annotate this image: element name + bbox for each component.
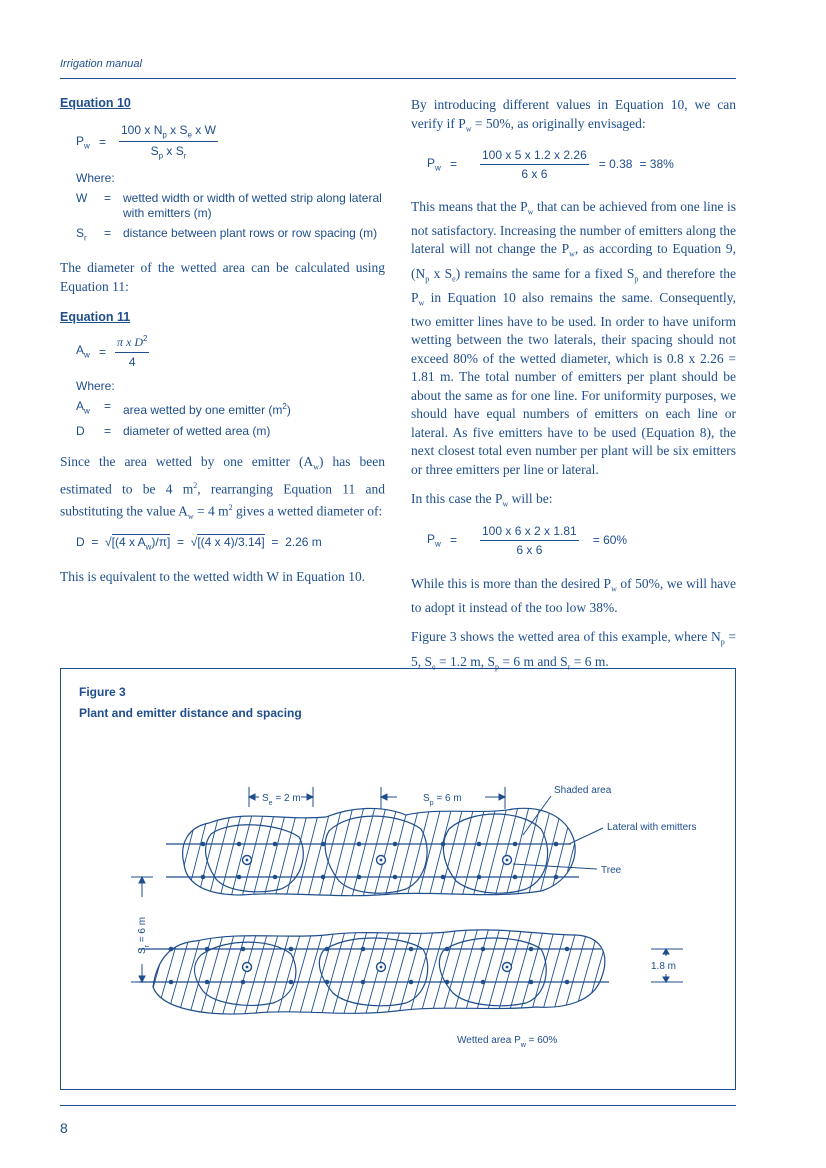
hatch-line [558, 799, 586, 909]
hatch-line [264, 924, 292, 1024]
tree-center [246, 966, 249, 969]
emitter-dot [445, 947, 450, 952]
emitter-dot [441, 842, 446, 847]
emitter-dot [565, 947, 570, 952]
hatch-line [173, 799, 201, 909]
emitter-dot [513, 842, 518, 847]
emitter-dot [529, 980, 534, 985]
emitter-dot [481, 947, 486, 952]
emitter-dot [273, 875, 278, 880]
hatch-line [440, 924, 468, 1024]
sr-label: $S_r = 6$ m [137, 916, 151, 954]
equation-11-definitions: Where: $A_w$ = area wetted by one emitter $(m^2)$ D = diameter of wetted area (m) [76, 379, 385, 438]
paragraph: This is equivalent to the wetted width W in Equation 10. [60, 568, 366, 584]
equation-11-fraction: $\frac{\pi x D^2}{4}$ [117, 334, 148, 370]
emitter-dot [205, 947, 210, 952]
emitter-dot [241, 980, 246, 985]
emitter-dot [554, 875, 559, 880]
emitter-dot [325, 980, 330, 985]
pw-calculation-1: $P_w$ = $\frac{100 x 5 x 1.2 x 2.26}{6 x 6}$ = 0.38 = 38% [427, 147, 674, 181]
equation-11: $A_w$ = $\frac{\pi x D^2}{4}$ [76, 334, 148, 370]
hatch-line [187, 924, 215, 1024]
emitter-dot [477, 842, 482, 847]
hatch-line [162, 799, 190, 909]
hatch-line [569, 799, 597, 909]
hatch-line [536, 799, 564, 909]
hatch-line [404, 799, 432, 909]
hatch-line [594, 924, 622, 1024]
shaded-area-label: Shaded area [554, 785, 612, 796]
paragraph: Since the area wetted by one emitter $(A_w)$ has been estimated to be 4 $m^2$, rearranging Equation 11 and substituting the value $A_w = 4$ $m^2$ gives a wetted diameter of: [60, 453, 385, 521]
emitter-dot [321, 842, 326, 847]
calc-1-fraction: $\frac{100 x 5 x 1.2 x 2.26}{6 x 6}$ [482, 147, 587, 181]
hatch-line [517, 924, 545, 1024]
hatch-line [605, 924, 633, 1024]
emitter-dot [201, 875, 206, 880]
hatch-line [459, 799, 487, 909]
hatch-line [272, 799, 300, 909]
hatch-line [616, 924, 644, 1024]
hatch-line [195, 799, 223, 909]
hatch-line [448, 799, 476, 909]
figure-title: Plant and emitter distance and spacing [79, 706, 302, 720]
hatch-line [583, 924, 611, 1024]
paragraph: While this is more than the desired $P_w$ of 50%, we will have to adopt it instead of the too low 38%. [411, 575, 737, 615]
hatch-line [242, 924, 270, 1024]
emitter-dot [241, 947, 246, 952]
definition-row: D = diameter of wetted area (m) [76, 423, 271, 438]
paragraph: The diameter of the wetted area can be calculated using Equation 11: [60, 260, 385, 294]
calc-2-fraction: $\frac{100 x 6 x 2 x 1.81}{6 x 6}$ [482, 523, 577, 557]
emitter-dot [441, 875, 446, 880]
bottom-wetted-strip [121, 924, 655, 1024]
hatch-line [154, 924, 182, 1024]
tree-center [506, 859, 509, 862]
page-number: 8 [60, 1120, 68, 1136]
emitter-dot [565, 980, 570, 985]
running-header: Irrigation manual [60, 58, 142, 70]
figure-3-box [60, 668, 736, 1090]
diameter-equation: D = √[(4 x $A_w)/\pi] = √[(4$ x 4)/3.14] = 2.26 m [76, 535, 322, 552]
hatch-line [275, 924, 303, 1024]
hatch-line [151, 799, 179, 909]
hatch-line [253, 924, 281, 1024]
hatch-line [184, 799, 212, 909]
emitter-dot [393, 842, 398, 847]
emitter-dot [393, 875, 398, 880]
hatch-line [338, 799, 366, 909]
emitter-dot [205, 980, 210, 985]
equation-10-definitions: Where: W = wetted width or width of wetted strip along lateral with emitters (m) $S_r$ = distance between plant rows or row spacing (m) [76, 171, 385, 245]
hatch-line [528, 924, 556, 1024]
emitter-dot [321, 875, 326, 880]
emitter-dot [357, 875, 362, 880]
emitter-dot [477, 875, 482, 880]
tree-center [246, 859, 249, 862]
hatch-line [550, 924, 578, 1024]
definition-row: $S_r$ = distance between plant rows or row spacing (m) [76, 225, 378, 243]
hatch-line [231, 924, 259, 1024]
paragraph: Figure 3 shows the wetted area of this example, where $N_p = 5$, $S_e = 1.2$ m, $S_p = 6$ m and $S_r = 6$ m. [411, 629, 736, 672]
emitter-dot [445, 980, 450, 985]
hatch-line [561, 924, 589, 1024]
hatch-line [176, 924, 204, 1024]
hatch-line [319, 924, 347, 1024]
equation-10: $P_w$ = $\frac{100 x N_p x S_e x W}{S_p x S_r}$ [76, 123, 216, 161]
emitter-dot [289, 947, 294, 952]
hatch-line [393, 799, 421, 909]
equation-11-heading: Equation 11 [60, 310, 131, 325]
hatch-line [591, 799, 619, 909]
hatch-line [286, 924, 314, 1024]
emitter-dot [481, 980, 486, 985]
fraction-denominator: $S_p$ x $S_r$ [150, 144, 187, 161]
hatch-line [539, 924, 567, 1024]
emitter-dot [409, 947, 414, 952]
definition-row: W = wetted width or width of wetted strip along lateral with emitters (m) [76, 190, 382, 220]
hatch-line [627, 924, 655, 1024]
hatch-line [426, 799, 454, 909]
header-rule [60, 78, 736, 79]
emitter-dot [273, 842, 278, 847]
hatch-line [261, 799, 289, 909]
emitter-dot [237, 842, 242, 847]
tree-center [380, 859, 383, 862]
paragraph: This means that the $P_w$ that can be achieved from one line is not satisfactory. Increasing the number of emitters along the lateral will not change the $P_w$, as according to Equation 9, ($N_p$ x $S_e$) remains the same for a fixed $S_p$ and therefore the $P_w$ in Equation 10 also remains the same. Consequently, two emitter lines have to be used. In order to have uniform wetting between the two laterals, their spacing should not exceed 80% of the wetted diameter, which is 0.8 x 2.26 = 1.81 m. The total number of emitters per plant should be about the same as for one line. For uniformity purposes, we should have equal numbers of emitters on each line or lateral. As five emitters have to be used (Equation 8), the next closest total even number per plant will be six emitters or three emitters per line or lateral. [411, 198, 736, 477]
pw-calculation-2: $P_w$ = $\frac{100 x 6 x 2 x 1.81}{6 x 6}$ = 60% [427, 523, 628, 557]
sp-label: $S_p = 6$ m [423, 793, 462, 807]
emitter-dot [529, 947, 534, 952]
emitter-dot [409, 980, 414, 985]
hatch-line [415, 799, 443, 909]
fraction-numerator: 100 x $N_p$ x $S_e$ x W [119, 123, 218, 142]
emitter-dot [237, 875, 242, 880]
tree-symbols [243, 856, 512, 972]
emitter-dot [554, 842, 559, 847]
hatch-line [209, 924, 237, 1024]
wetted-area-caption: Wetted area $P_w = 60\%$ [457, 1035, 558, 1049]
definition-row: $A_w$ = area wetted by one emitter $(m^2)$ [76, 399, 291, 418]
emitter-dot [201, 842, 206, 847]
hatch-line [572, 924, 600, 1024]
top-wetted-strip [151, 799, 619, 909]
emitter-dot [361, 980, 366, 985]
emitter-dot [513, 875, 518, 880]
emitter-dot [169, 947, 174, 952]
emitter-dot [289, 980, 294, 985]
equation-10-lhs: $P_w$ [76, 133, 90, 151]
hatch-line [437, 799, 465, 909]
hatch-line [220, 924, 248, 1024]
tree-center [380, 966, 383, 969]
paragraph: In this case the $P_w$ will be: [411, 491, 553, 510]
tree-center [506, 966, 509, 969]
emitter-dot [361, 947, 366, 952]
hatch-line [217, 799, 245, 909]
hatch-line [547, 799, 575, 909]
left-column [60, 96, 385, 586]
right-column [411, 96, 736, 677]
hatch-line [294, 799, 322, 909]
hatch-line [165, 924, 193, 1024]
hatch-line [580, 799, 608, 909]
tree-label: Tree [601, 865, 622, 876]
footer-rule [60, 1105, 736, 1106]
hatch-line [206, 799, 234, 909]
lateral-spacing-label: 1.8 m [651, 961, 677, 972]
equation-10-fraction [119, 123, 218, 161]
emitter-dot [169, 980, 174, 985]
emitter-dot [325, 947, 330, 952]
emitter-dot [357, 842, 362, 847]
lateral-label: Lateral with emitters [607, 822, 697, 833]
hatch-line [198, 924, 226, 1024]
hatch-line [283, 799, 311, 909]
se-label: $S_e = 2$ m [262, 793, 301, 807]
equation-10-heading: Equation 10 [60, 96, 131, 110]
paragraph: By introducing different values in Equation 10, we can verify if $P_w = 50\%$, as originally envisaged: [411, 97, 736, 134]
figure-number: Figure 3 [79, 685, 126, 699]
wetted-area-diagram [61, 669, 735, 1089]
